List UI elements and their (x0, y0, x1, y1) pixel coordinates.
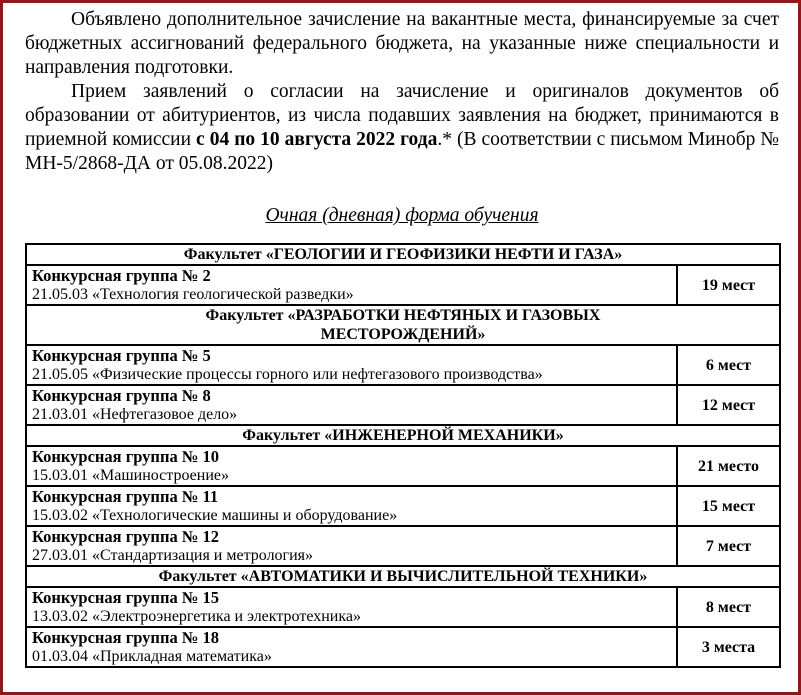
faculty-name: Факультет «АВТОМАТИКИ И ВЫЧИСЛИТЕЛЬНОЙ ТЕХНИКИ» (26, 566, 780, 587)
faculty-name-text: Факультет «РАЗРАБОТКИ НЕФТЯНЫХ И ГАЗОВЫХ МЕСТОРОЖДЕНИЙ» (205, 307, 601, 343)
table-row (26, 446, 780, 486)
group-title: Конкурсная группа № 11 (32, 487, 219, 506)
faculty-name (26, 305, 780, 345)
seats-count: 7 мест (677, 526, 780, 566)
group-spec: 15.03.01 «Машиностроение» (32, 467, 229, 484)
seats-count: 8 мест (677, 587, 780, 627)
seats-count: 21 место (677, 446, 780, 486)
group-cell (26, 627, 677, 667)
faculty-name: Факультет «ИНЖЕНЕРНОЙ МЕХАНИКИ» (26, 425, 780, 446)
group-title: Конкурсная группа № 5 (32, 346, 211, 365)
intro-paragraph-2 (25, 80, 779, 176)
group-title: Конкурсная группа № 12 (32, 527, 220, 546)
table-row (26, 486, 780, 526)
group-title: Конкурсная группа № 18 (32, 628, 220, 647)
intro-paragraph-2-start: Прием заявлений о согласии на зачисление и оригиналов документов об образовании от абитуриентов, из числа подавших заявления на бюджет, принимаются в приемной комиссии (25, 81, 779, 150)
table-row (26, 385, 780, 425)
group-cell (26, 526, 677, 566)
intro-paragraph-2-end: .* (В соответствии с письмом Минобр № МН-5/2868-ДА от 05.08.2022) (25, 129, 779, 174)
group-spec: 21.05.05 «Физические процессы горного или нефтегазового производства» (32, 366, 543, 383)
faculty-row (26, 425, 780, 446)
group-spec: 27.03.01 «Стандартизация и метрология» (32, 547, 314, 564)
group-title: Конкурсная группа № 2 (32, 266, 211, 285)
group-cell (26, 385, 677, 425)
faculty-row (26, 305, 780, 345)
faculty-row (26, 566, 780, 587)
group-cell (26, 265, 677, 305)
group-spec: 21.05.03 «Технология геологической разведки» (32, 286, 354, 303)
group-spec: 01.03.04 «Прикладная математика» (32, 648, 272, 665)
table-row (26, 345, 780, 385)
document-content (25, 8, 779, 668)
vacancy-table (25, 243, 781, 668)
table-row (26, 587, 780, 627)
group-cell (26, 446, 677, 486)
seats-count: 15 мест (677, 486, 780, 526)
faculty-name: Факультет «ГЕОЛОГИИ И ГЕОФИЗИКИ НЕФТИ И ГАЗА» (26, 244, 780, 265)
table-row (26, 526, 780, 566)
group-spec: 21.03.01 «Нефтегазовое дело» (32, 406, 238, 423)
intro-dates: с 04 по 10 августа 2022 года (196, 129, 438, 150)
faculty-row (26, 244, 780, 265)
group-title: Конкурсная группа № 8 (32, 386, 211, 405)
seats-count: 3 места (677, 627, 780, 667)
group-cell (26, 486, 677, 526)
seats-count: 19 мест (677, 265, 780, 305)
group-cell (26, 345, 677, 385)
table-row (26, 265, 780, 305)
group-spec: 15.03.02 «Технологические машины и оборудование» (32, 507, 398, 524)
intro-paragraph-1: Объявлено дополнительное зачисление на вакантные места, финансируемые за счет бюджетных ассигнований федерального бюджета, на указанные ниже специальности и направления подготовки. (25, 9, 779, 78)
seats-count: 12 мест (677, 385, 780, 425)
group-cell (26, 587, 677, 627)
group-spec: 13.03.02 «Электроэнергетика и электротехника» (32, 608, 361, 625)
seats-count: 6 мест (677, 345, 780, 385)
group-title: Конкурсная группа № 15 (32, 588, 220, 607)
table-row (26, 627, 780, 667)
form-title: Очная (дневная) форма обучения (265, 205, 539, 226)
group-title: Конкурсная группа № 10 (32, 447, 220, 466)
